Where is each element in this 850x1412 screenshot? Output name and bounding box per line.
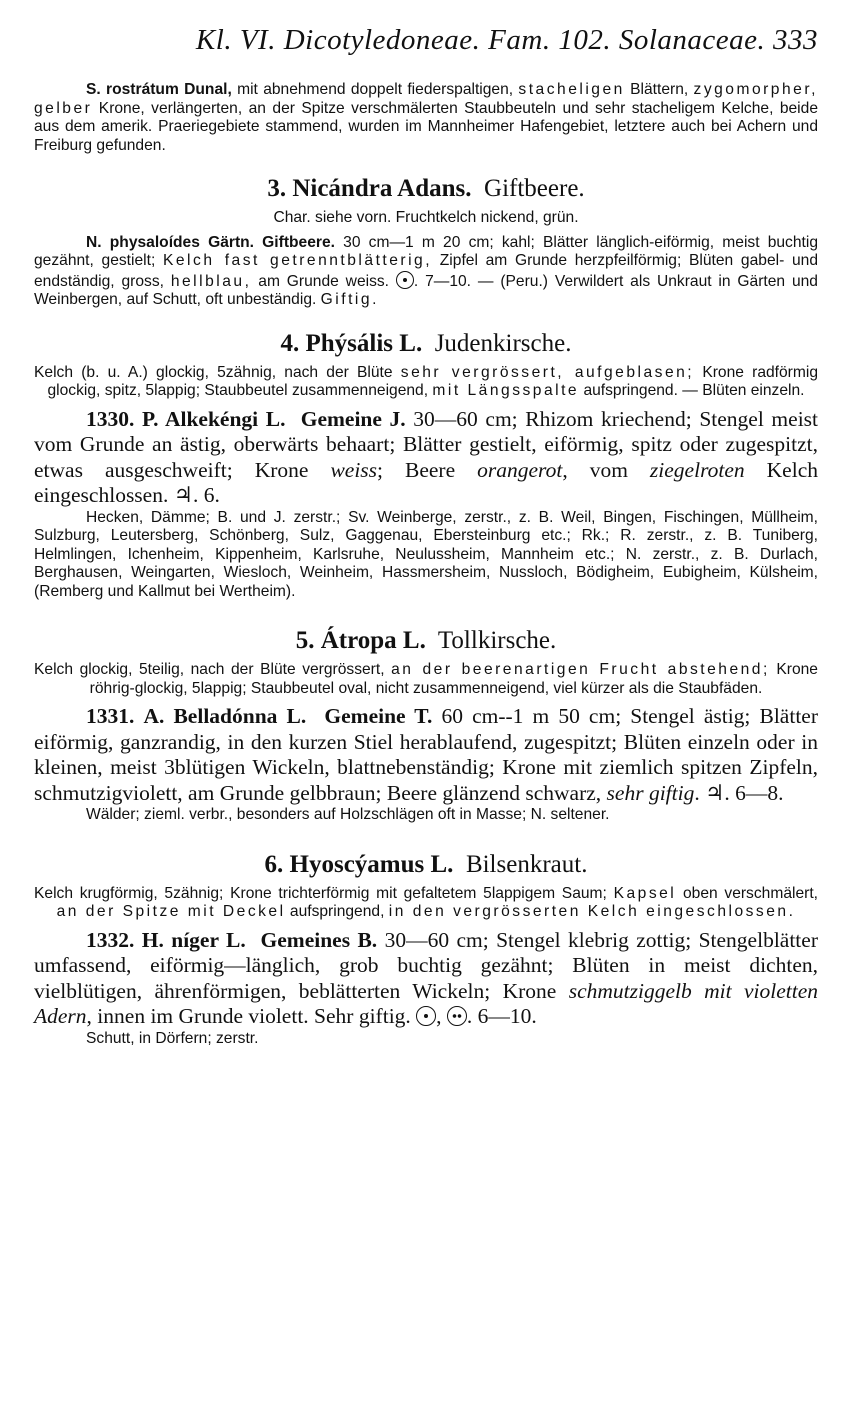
text: 30—60 cm; Stengel klebrig zottig; Stengelblätter umfassend, eiförmig—länglich, grob buchtig gezähnt; Blüten in meist dichten, vielblütigen, ährenförmigen, beblätterten Wickeln; Krone bbox=[34, 927, 818, 1003]
perennial-symbol-icon: ♃ bbox=[173, 483, 193, 508]
species-name: A. Belladónna L. bbox=[143, 704, 307, 728]
text: . 6—8. bbox=[724, 780, 784, 805]
page bbox=[34, 24, 818, 1048]
text: Blättern, bbox=[624, 81, 694, 98]
text: ; Beere bbox=[377, 457, 478, 482]
text: mit abnehmend doppelt fiederspaltigen, bbox=[231, 81, 519, 98]
biennial-symbol-icon bbox=[447, 1006, 467, 1026]
text: Krone, verlängerten, an der Spitze verschmälerten Staubbeuteln und sehr stacheligem Kelche, beide aus dem amerik. Praeriegebiete stammend, wurden im Mannheimer Hafengebiet, letztere auch bei Achern und Freiburg gefunden. bbox=[34, 99, 818, 154]
species-common-name: Gemeine T. bbox=[324, 704, 433, 728]
locality-paragraph: Schutt, in Dörfern; zerstr. bbox=[86, 1029, 259, 1047]
text: Kelch glockig, 5teilig, nach der Blüte vergrössert, bbox=[34, 661, 392, 678]
genus-name: Hyoscýamus L. bbox=[289, 850, 454, 878]
running-header: Kl. VI. Dicotyledoneae. Fam. 102. Solanaceae. 333 bbox=[195, 24, 818, 56]
text: 30—60 cm; Rhizom kriechend; Stengel meist vom Grunde an ästig, oberwärts behaart; Blätter gestielt, eiförmig, spitz oder zugespitzt, etwas ausgeschweift; Krone bbox=[34, 406, 819, 482]
species-number: 1331. bbox=[86, 704, 135, 728]
species-number: 1332. bbox=[86, 927, 135, 952]
genus-description bbox=[34, 661, 818, 698]
text: 60 cm--1 m 50 cm; Stengel ästig; Blätter eiförmig, ganzrandig, in den kurzen Stiel herablaufend, zugespitzt; Blüten einzeln oder in kleinen, meist 3blütigen Wickeln, blattnebenständig; Krone mit ziemlich spitzen Zipfeln, schmutzigviolett, am Grunde gelbbraun; Beere glänzend schwarz, bbox=[34, 704, 819, 805]
species-name: S. rostrátum Dunal, bbox=[86, 81, 232, 98]
spaced-text: in den vergrösserten Kelch eingeschlossen. bbox=[388, 903, 796, 920]
genus-heading-hyoscyamus bbox=[34, 851, 818, 879]
genus-description bbox=[34, 364, 818, 401]
text: Krone radförmig glockig, spitz, 5lappig; Staubbeutel zusammenneigend, bbox=[47, 363, 818, 399]
species-name: P. Alkekéngi L. bbox=[142, 406, 286, 431]
genus-common-name: Bilsenkraut. bbox=[465, 850, 588, 878]
genus-number: 6. bbox=[264, 850, 284, 878]
spaced-text: hellblau, bbox=[170, 272, 252, 290]
spaced-text: zygomorpher, gelber bbox=[34, 81, 818, 117]
genus-number: 5. bbox=[295, 627, 315, 654]
text: . 7—10. — (Peru.) Verwildert als Unkraut in Gärten und Weinbergen, auf Schutt, oft unbeständig. bbox=[34, 272, 818, 308]
text: am Grunde weiss. bbox=[251, 272, 396, 290]
s-rostratum-paragraph bbox=[34, 81, 818, 155]
spaced-text: stacheligen bbox=[518, 81, 625, 98]
spaced-text: an der beerenartigen Frucht abstehend; bbox=[391, 661, 770, 678]
species-common-name: Gemeines B. bbox=[260, 927, 378, 952]
species-1331 bbox=[34, 704, 818, 806]
genus-common-name: Giftbeere. bbox=[484, 175, 585, 202]
text: . 6—10. bbox=[466, 1004, 537, 1028]
annual-symbol-icon bbox=[416, 1006, 436, 1026]
text: , innen im Grunde violett. Sehr giftig. bbox=[86, 1004, 417, 1028]
genus-name: Phýsális L. bbox=[305, 329, 423, 357]
text: , vom bbox=[562, 457, 650, 482]
spaced-text: Kelch fast getrenntblätterig, bbox=[162, 252, 433, 269]
species-1332 bbox=[34, 928, 818, 1030]
genus-name: Nicándra Adans. bbox=[292, 175, 472, 202]
genus-common-name: Tollkirsche. bbox=[437, 627, 557, 654]
species-number: 1330. bbox=[86, 406, 135, 431]
text: Kelch eingeschlossen. bbox=[34, 457, 818, 507]
locality-paragraph: Wälder; zieml. verbr., besonders auf Holzschlägen oft in Masse; N. seltener. bbox=[86, 806, 610, 823]
text: , bbox=[436, 1004, 447, 1028]
species-paragraph bbox=[34, 234, 818, 310]
italic-text: weiss bbox=[330, 457, 378, 482]
spaced-text: sehr vergrössert, aufgeblasen; bbox=[400, 363, 695, 381]
genus-description: Char. siehe vorn. Fruchtkelch nickend, grün. bbox=[273, 209, 579, 226]
text: oben verschmälert, bbox=[676, 884, 818, 902]
text: . 6. bbox=[193, 483, 220, 507]
perennial-symbol-icon: ♃ bbox=[705, 780, 725, 806]
genus-heading-physalis bbox=[34, 330, 818, 358]
text: Krone röhrig-glockig, 5lappig; Staubbeutel oval, nicht zusammenneigend, viel kürzer als die Staubfäden. bbox=[89, 661, 818, 697]
genus-number: 3. bbox=[267, 175, 287, 202]
italic-text: schmutziggelb mit violetten Adern bbox=[34, 978, 818, 1028]
genus-number: 4. bbox=[280, 329, 300, 357]
spaced-text: Giftig. bbox=[320, 291, 379, 308]
genus-common-name: Judenkirsche. bbox=[434, 329, 572, 357]
text: aufspringend, bbox=[285, 903, 389, 920]
locality-paragraph: Hecken, Dämme; B. und J. zerstr.; Sv. Weinberge, zerstr., z. B. Weil, Bingen, Fischingen, Müllheim, Sulzburg, Leutersberg, Schönberg, Sulz, Gaggenau, Ebersteinburg etc.; Rk.; R. zerstr., z. B. Tuniberg, Helmlingen, Ichenheim, Kippenheim, Karlsruhe, Neulussheim, Mannheim etc.; N. zerstr., z. B. Durlach, Berghausen, Weingarten, Wiesloch, Weinheim, Hassmersheim, Nussloch, Bödigheim, Eubigheim, Külsheim, (Remberg und Kallmut bei Wertheim). bbox=[34, 508, 818, 600]
genus-heading-nicandra bbox=[34, 175, 818, 203]
species-name: H. níger L. bbox=[141, 927, 246, 952]
text: Kelch krugförmig, 5zähnig; Krone trichterförmig mit gefaltetem 5lappigem Saum; bbox=[34, 884, 614, 902]
species-1330 bbox=[34, 407, 818, 509]
text: Kelch (b. u. A.) glockig, 5zähnig, nach der Blüte bbox=[34, 363, 401, 381]
spaced-text: an der Spitze mit Deckel bbox=[56, 903, 286, 920]
text: Zipfel am Grunde herzpfeilförmig; Blüten gabel- und endständig, gross, bbox=[34, 252, 819, 290]
spaced-text: mit Längsspalte bbox=[432, 382, 580, 399]
species-common-name: Gemeine J. bbox=[300, 406, 406, 431]
genus-name: Átropa L. bbox=[320, 627, 426, 654]
italic-text: orangerot bbox=[477, 457, 563, 482]
italic-text: sehr giftig bbox=[606, 780, 695, 805]
annual-symbol-icon bbox=[396, 271, 414, 289]
italic-text: ziegelroten bbox=[649, 457, 745, 482]
text: 30 cm—1 m 20 cm; kahl; Blätter länglich-eiförmig, meist buchtig gezähnt, gestielt; bbox=[34, 233, 818, 269]
genus-heading-atropa bbox=[34, 627, 818, 655]
species-name: N. physaloídes Gärtn. Giftbeere. bbox=[86, 233, 335, 251]
spaced-text: Kapsel bbox=[613, 884, 677, 902]
text: . bbox=[694, 780, 706, 805]
text: aufspringend. — Blüten einzeln. bbox=[579, 382, 805, 399]
genus-description bbox=[34, 885, 818, 922]
